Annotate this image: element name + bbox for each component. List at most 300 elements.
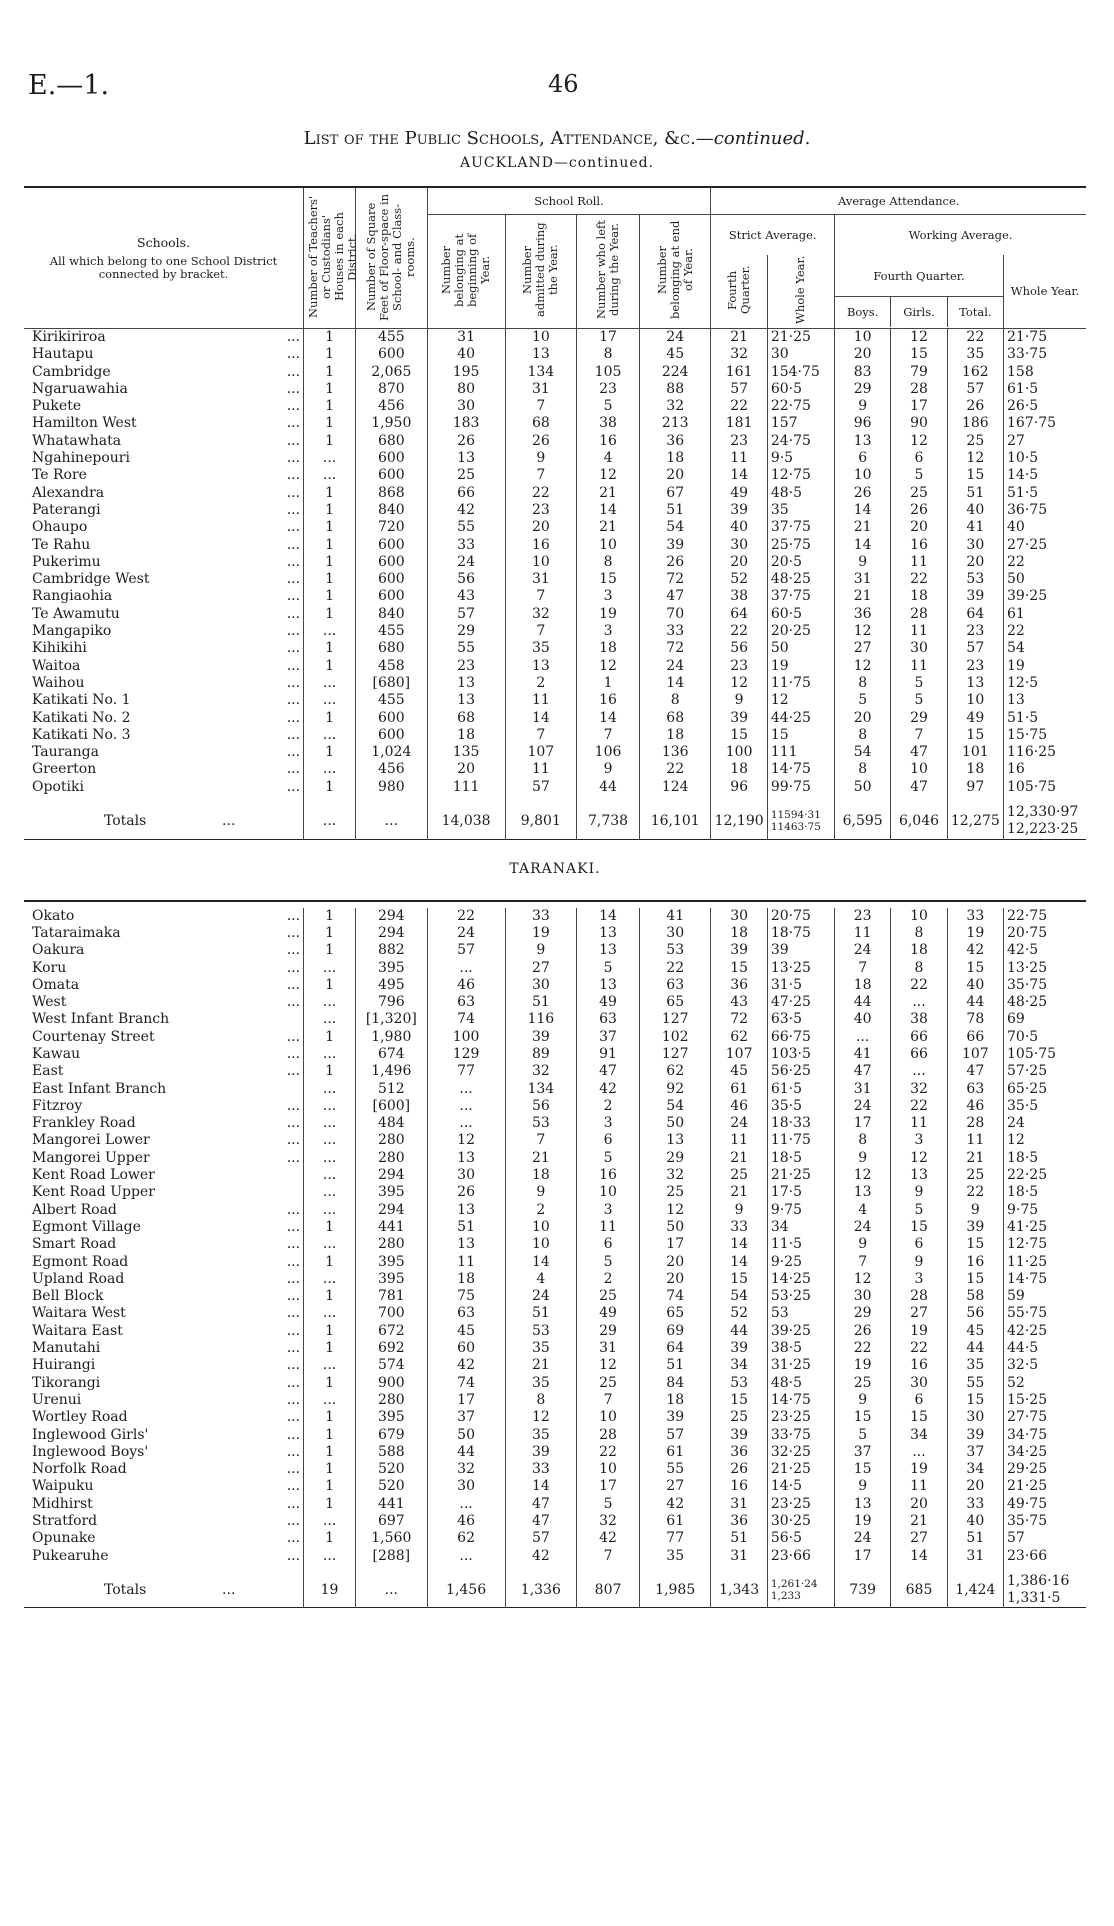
cell-value: 12: [834, 1271, 890, 1288]
cell-value: 16: [577, 433, 640, 450]
cell-value: 53: [505, 1323, 577, 1340]
cell-value: ...: [304, 1081, 356, 1098]
school-name: Te Rahu: [32, 536, 91, 553]
cell-value: 39: [639, 537, 711, 554]
table-row: [24, 942, 1086, 959]
cell-value: 23·66: [767, 1548, 834, 1565]
auckland-rows: [24, 329, 1086, 797]
cell-value: 8: [891, 925, 947, 942]
school-name: Katikati No. 3: [32, 726, 131, 743]
cell-value: 20: [639, 467, 711, 484]
cell-value: 59: [1004, 1288, 1086, 1305]
cell-value: 12: [834, 623, 890, 640]
working-average-header: Working Average.: [834, 215, 1086, 256]
cell-value: 224: [639, 364, 711, 381]
cell-value: 100: [711, 744, 767, 761]
cell-value: 40: [427, 346, 505, 363]
leader-dots: ...: [286, 623, 301, 640]
cell-value: 3: [577, 623, 640, 640]
cell-value: 55: [947, 1375, 1003, 1392]
average-attendance-header: Average Attendance.: [711, 187, 1086, 215]
cell-value: 48·25: [767, 571, 834, 588]
cell-value: 44: [834, 994, 890, 1011]
cell-value: 23·66: [1004, 1548, 1086, 1565]
cell-value: 35·75: [1004, 1513, 1086, 1530]
cell-value: 21·75: [1004, 329, 1086, 347]
leader-dots: ...: [286, 519, 301, 536]
cell-value: 48·5: [767, 1375, 834, 1392]
cell-value: [288]: [356, 1548, 428, 1565]
cell-value: 44·5: [1004, 1340, 1086, 1357]
table-row: [24, 1392, 1086, 1409]
cell-value: 15: [947, 1236, 1003, 1253]
cell-value: ...: [891, 994, 947, 1011]
cell-value: 21: [711, 329, 767, 347]
cell-value: 14·75: [767, 1392, 834, 1409]
cell-value: 16: [711, 1478, 767, 1495]
school-name: Pukerimu: [32, 553, 101, 570]
cell-value: 882: [356, 942, 428, 959]
cell-value: 11: [505, 761, 577, 778]
cell-value: 6: [577, 1236, 640, 1253]
cell-value: 28: [891, 606, 947, 623]
totals-wy-a: 12,330·97: [1007, 804, 1079, 821]
cell-value: 15·25: [1004, 1392, 1086, 1409]
totals-total: 1,424: [947, 1565, 1003, 1608]
leader-dots: ...: [286, 1530, 301, 1547]
cell-value: 51: [947, 1530, 1003, 1547]
cell-value: 52: [711, 1305, 767, 1322]
table-row: [24, 1409, 1086, 1426]
cell-value: 12: [577, 467, 640, 484]
cell-value: 26: [427, 433, 505, 450]
cell-value: ...: [427, 1098, 505, 1115]
leader-dots: ...: [286, 1426, 301, 1443]
cell-value: 1: [304, 1288, 356, 1305]
cell-value: 27: [834, 640, 890, 657]
cell-value: 129: [427, 1046, 505, 1063]
table-row: [24, 1150, 1086, 1167]
cell-value: 8: [834, 727, 890, 744]
cell-value: 84: [639, 1375, 711, 1392]
cell-value: 70: [639, 606, 711, 623]
cell-value: 2: [577, 1098, 640, 1115]
table-row: [24, 1098, 1086, 1115]
cell-value: 10: [834, 329, 890, 347]
leader-dots: ...: [286, 1443, 301, 1460]
cell-value: 10·5: [1004, 450, 1086, 467]
cell-value: 441: [356, 1496, 428, 1513]
school-name: Tauranga: [32, 744, 99, 761]
cell-value: 20·75: [1004, 925, 1086, 942]
cell-value: 9: [505, 942, 577, 959]
totals-end: 1,985: [639, 1565, 711, 1608]
cell-value: 37: [577, 1029, 640, 1046]
cell-value: 35: [947, 346, 1003, 363]
cell-value: 35: [767, 502, 834, 519]
cell-value: 12: [577, 658, 640, 675]
totals-houses: ...: [304, 796, 356, 839]
cell-value: 22: [1004, 554, 1086, 571]
cell-value: 111: [427, 779, 505, 796]
cell-value: 33·75: [767, 1427, 834, 1444]
cell-value: 14: [577, 710, 640, 727]
schools-note: All which belong to one School District connected by bracket.: [49, 253, 278, 281]
cell-value: 7: [891, 727, 947, 744]
cell-value: 58: [947, 1288, 1003, 1305]
school-name: Cambridge West: [32, 571, 150, 588]
cell-value: 41·25: [1004, 1219, 1086, 1236]
cell-value: 23: [577, 381, 640, 398]
cell-value: 100: [427, 1029, 505, 1046]
school-name: Kent Road Upper: [32, 1184, 155, 1201]
cell-value: 135: [427, 744, 505, 761]
cell-value: 181: [711, 415, 767, 432]
cell-value: 980: [356, 779, 428, 796]
cell-value: 21·25: [1004, 1478, 1086, 1495]
cell-value: 600: [356, 727, 428, 744]
cell-value: 8: [834, 675, 890, 692]
cell-value: 1: [304, 908, 356, 925]
leader-dots: ...: [286, 346, 301, 363]
totals-row: [24, 1565, 1086, 1608]
cell-value: 33: [947, 908, 1003, 925]
totals-dots: ...: [222, 1581, 236, 1598]
school-name: Waihou: [32, 674, 85, 691]
cell-value: 1: [304, 415, 356, 432]
cell-value: 23·25: [767, 1496, 834, 1513]
cell-value: 47: [505, 1513, 577, 1530]
cell-value: 23: [834, 908, 890, 925]
cell-value: 56: [427, 571, 505, 588]
cell-value: 19: [834, 1513, 890, 1530]
cell-value: [600]: [356, 1098, 428, 1115]
floor-label: Number of Square Feet of Floor-space in School- and Class-rooms.: [364, 192, 418, 321]
cell-value: 47: [891, 779, 947, 796]
cell-value: 33: [427, 537, 505, 554]
leader-dots: ...: [286, 778, 301, 795]
cell-value: 14·5: [1004, 467, 1086, 484]
table-row: [24, 623, 1086, 640]
cell-value: 30: [891, 1375, 947, 1392]
cell-value: 15: [711, 1271, 767, 1288]
cell-value: 1: [304, 1496, 356, 1513]
cell-value: 11: [505, 692, 577, 709]
cell-value: 32: [505, 606, 577, 623]
strict-fourth-label: Fourth Quarter.: [725, 265, 753, 315]
cell-value: 38: [891, 1011, 947, 1028]
cell-value: ...: [427, 1496, 505, 1513]
cell-value: 12: [577, 1357, 640, 1374]
table-row: [24, 692, 1086, 709]
cell-value: 32: [505, 1063, 577, 1080]
cell-value: 54: [639, 519, 711, 536]
cell-value: 12·75: [767, 467, 834, 484]
cell-value: 30: [947, 1409, 1003, 1426]
cell-value: 32: [577, 1513, 640, 1530]
totals-admitted: 9,801: [505, 796, 577, 839]
school-name: Inglewood Girls': [32, 1426, 149, 1443]
school-name: Inglewood Boys': [32, 1443, 149, 1460]
cell-value: 15: [834, 1409, 890, 1426]
cell-value: 21: [505, 1150, 577, 1167]
cell-value: 5: [577, 1254, 640, 1271]
cell-value: 44: [947, 994, 1003, 1011]
leader-dots: ...: [286, 709, 301, 726]
cell-value: 1: [304, 588, 356, 605]
cell-value: 213: [639, 415, 711, 432]
cell-value: 7: [577, 727, 640, 744]
cell-value: 47: [834, 1063, 890, 1080]
cell-value: 80: [427, 381, 505, 398]
cell-value: 50: [1004, 571, 1086, 588]
cell-value: 19: [947, 925, 1003, 942]
leader-dots: ...: [286, 1132, 301, 1149]
cell-value: 22: [711, 623, 767, 640]
cell-value: 19: [767, 658, 834, 675]
cell-value: 35: [947, 1357, 1003, 1374]
cell-value: 15: [947, 960, 1003, 977]
cell-value: 12·5: [1004, 675, 1086, 692]
cell-value: 13·25: [1004, 960, 1086, 977]
cell-value: ...: [304, 1271, 356, 1288]
cell-value: 39: [947, 1427, 1003, 1444]
beginning-label: Number belonging at beginning of Year.: [439, 233, 493, 307]
leader-dots: ...: [286, 1374, 301, 1391]
cell-value: ...: [427, 1548, 505, 1565]
cell-value: 24·75: [767, 433, 834, 450]
cell-value: 47: [639, 588, 711, 605]
cell-value: 600: [356, 346, 428, 363]
leader-dots: ...: [286, 329, 301, 345]
cell-value: 23·25: [767, 1409, 834, 1426]
school-name: Waitara East: [32, 1322, 123, 1339]
girls-label: Girls.: [890, 297, 946, 327]
cell-value: 8: [639, 692, 711, 709]
cell-value: 20·25: [767, 623, 834, 640]
cell-value: 18: [947, 761, 1003, 778]
cell-value: 10: [505, 1219, 577, 1236]
cell-value: 77: [427, 1063, 505, 1080]
page-number: 46: [548, 70, 579, 98]
cell-value: 57: [1004, 1530, 1086, 1547]
cell-value: 3: [577, 588, 640, 605]
cell-value: 48·5: [767, 485, 834, 502]
cell-value: 37·75: [767, 588, 834, 605]
table-row: [24, 398, 1086, 415]
cell-value: 37·75: [767, 519, 834, 536]
cell-value: 39: [711, 710, 767, 727]
cell-value: 17·5: [767, 1184, 834, 1201]
cell-value: 64: [711, 606, 767, 623]
cell-value: 50: [767, 640, 834, 657]
table-row: [24, 1478, 1086, 1495]
section-heading-taranaki: TARANAKI.: [509, 860, 601, 877]
cell-value: 2: [505, 1202, 577, 1219]
cell-value: 1: [304, 658, 356, 675]
cell-value: 840: [356, 606, 428, 623]
school-name: East: [32, 1063, 64, 1080]
table-row: [24, 588, 1086, 605]
cell-value: 17: [891, 398, 947, 415]
cell-value: 66: [427, 485, 505, 502]
cell-value: 11·75: [767, 675, 834, 692]
cell-value: 134: [505, 364, 577, 381]
table-row: [24, 1115, 1086, 1132]
cell-value: 7: [505, 623, 577, 640]
cell-value: 61·5: [767, 1081, 834, 1098]
cell-value: 7: [505, 1132, 577, 1149]
cell-value: 32: [639, 398, 711, 415]
school-name: Mangorei Upper: [32, 1149, 150, 1166]
cell-value: 29: [639, 1150, 711, 1167]
cell-value: 12: [505, 1409, 577, 1426]
table-row: [24, 571, 1086, 588]
school-name: Stratford: [32, 1513, 98, 1529]
cell-value: 1: [304, 1427, 356, 1444]
totals-label: Totals: [104, 812, 147, 829]
cell-value: 10: [577, 1409, 640, 1426]
cell-value: 21: [577, 519, 640, 536]
cell-value: 158: [1004, 364, 1086, 381]
cell-value: 22: [891, 1340, 947, 1357]
admitted-header: [505, 215, 577, 329]
cell-value: 96: [834, 415, 890, 432]
cell-value: 14: [577, 502, 640, 519]
cell-value: 395: [356, 1409, 428, 1426]
cell-value: 23: [505, 502, 577, 519]
cell-value: 17: [577, 1478, 640, 1495]
table-row: [24, 1011, 1086, 1028]
cell-value: 7: [505, 398, 577, 415]
school-name: Cambridge: [32, 363, 111, 380]
totals-admitted: 1,336: [505, 1565, 577, 1608]
cell-value: 103·5: [767, 1046, 834, 1063]
cell-value: 16: [891, 1357, 947, 1374]
totals-whole-year: [1004, 796, 1086, 839]
cell-value: 55: [427, 640, 505, 657]
cell-value: 1: [304, 554, 356, 571]
cell-value: ...: [304, 994, 356, 1011]
cell-value: 111: [767, 744, 834, 761]
cell-value: 28: [891, 381, 947, 398]
cell-value: ...: [304, 1167, 356, 1184]
cell-value: 47·25: [767, 994, 834, 1011]
cell-value: 49·75: [1004, 1496, 1086, 1513]
cell-value: 40: [711, 519, 767, 536]
cell-value: 5: [577, 398, 640, 415]
cell-value: 21·25: [767, 1461, 834, 1478]
cell-value: 1,024: [356, 744, 428, 761]
cell-value: 74: [639, 1288, 711, 1305]
cell-value: 10: [834, 467, 890, 484]
cell-value: 39·25: [767, 1323, 834, 1340]
totals-houses: 19: [304, 1565, 356, 1608]
totals-boys: 6,595: [834, 796, 890, 839]
cell-value: 37: [834, 1444, 890, 1461]
cell-value: 29: [834, 1305, 890, 1322]
cell-value: 49: [711, 485, 767, 502]
cell-value: 22: [505, 485, 577, 502]
cell-value: 7: [505, 467, 577, 484]
working-whole-header: Whole Year.: [1004, 255, 1086, 328]
cell-value: 105·75: [1004, 779, 1086, 796]
leader-dots: ...: [286, 1340, 301, 1357]
cell-value: 1: [577, 675, 640, 692]
leader-dots: ...: [286, 1409, 301, 1426]
leader-dots: ...: [286, 1270, 301, 1287]
cell-value: 18: [834, 977, 890, 994]
school-name: Oakura: [32, 942, 85, 959]
cell-value: 17: [427, 1392, 505, 1409]
school-name: Okato: [32, 907, 75, 924]
cell-value: 18·5: [1004, 1150, 1086, 1167]
cell-value: 13: [427, 1236, 505, 1253]
cell-value: ...: [304, 1132, 356, 1149]
cell-value: 54: [1004, 640, 1086, 657]
cell-value: 520: [356, 1461, 428, 1478]
cell-value: 20: [639, 1254, 711, 1271]
table-row: [24, 1271, 1086, 1288]
cell-value: 20: [891, 1496, 947, 1513]
cell-value: 67: [639, 485, 711, 502]
cell-value: 6: [834, 450, 890, 467]
cell-value: 99·75: [767, 779, 834, 796]
table-row: [24, 710, 1086, 727]
schools-label: Schools.: [137, 234, 191, 250]
cell-value: 27: [891, 1305, 947, 1322]
cell-value: 57: [947, 640, 1003, 657]
cell-value: 57: [639, 1427, 711, 1444]
cell-value: 20: [891, 519, 947, 536]
table-row: [24, 779, 1086, 796]
cell-value: 15: [947, 1392, 1003, 1409]
leader-dots: ...: [286, 450, 301, 467]
table-row: [24, 1219, 1086, 1236]
cell-value: 102: [639, 1029, 711, 1046]
cell-value: 4: [505, 1271, 577, 1288]
school-name: Pukearuhe: [32, 1547, 109, 1564]
cell-value: ...: [304, 450, 356, 467]
cell-value: 29: [891, 710, 947, 727]
cell-value: ...: [304, 1115, 356, 1132]
cell-value: 13: [947, 675, 1003, 692]
cell-value: 15: [577, 571, 640, 588]
cell-value: 512: [356, 1081, 428, 1098]
cell-value: 1: [304, 1461, 356, 1478]
cell-value: 46: [427, 977, 505, 994]
page-title: [0, 128, 1114, 149]
totals-left: 807: [577, 1565, 640, 1608]
cell-value: 51: [505, 994, 577, 1011]
cell-value: 9: [711, 1202, 767, 1219]
cell-value: 25: [427, 467, 505, 484]
cell-value: ...: [427, 1081, 505, 1098]
cell-value: 27: [1004, 433, 1086, 450]
cell-value: 1,560: [356, 1530, 428, 1547]
cell-value: 69: [1004, 1011, 1086, 1028]
cell-value: ...: [304, 1236, 356, 1253]
cell-value: 17: [577, 329, 640, 347]
cell-value: 1: [304, 485, 356, 502]
cell-value: ...: [304, 1305, 356, 1322]
cell-value: 7: [577, 1548, 640, 1565]
table-row: [24, 640, 1086, 657]
cell-value: 6: [891, 1236, 947, 1253]
cell-value: 127: [639, 1046, 711, 1063]
cell-value: 720: [356, 519, 428, 536]
cell-value: 1: [304, 640, 356, 657]
